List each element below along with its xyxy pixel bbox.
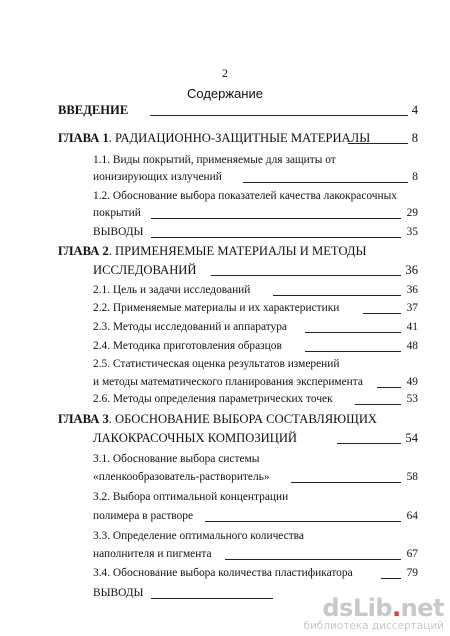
chapter-label: ГЛАВА 2	[58, 244, 109, 258]
watermark-subtitle: библиотека диссертаций	[303, 620, 444, 632]
toc-entry-2-6[interactable]	[93, 392, 418, 407]
toc-entry-chapter-3-line-1[interactable]	[58, 412, 418, 427]
toc-entry-chapter-3-line-2[interactable]	[93, 431, 418, 446]
toc-entry-3-2-line-1[interactable]	[93, 490, 418, 505]
watermark-logo: dsLib.net	[322, 594, 444, 622]
chapter-label: ГЛАВА 1	[58, 131, 109, 145]
toc-entry-text: ионизирующих излучений	[93, 171, 222, 183]
chapter-title: . ОБОСНОВАНИЕ ВЫБОРА СОСТАВЛЯЮЩИХ	[108, 412, 378, 426]
toc-entry-3-1-line-1[interactable]	[93, 452, 418, 467]
toc-entry-3-3-line-1[interactable]	[93, 529, 418, 544]
toc-page-number: 8	[411, 131, 418, 145]
toc-entry-2-1[interactable]	[93, 283, 418, 298]
toc-page-number: 37	[406, 302, 418, 314]
toc-entry-1-1-line-2[interactable]	[93, 170, 418, 185]
toc-entry-2-2[interactable]	[93, 301, 418, 316]
toc-entry-text: 1.1. Виды покрытий, применяемые для защиты от	[93, 154, 336, 166]
leader-line	[337, 443, 401, 444]
toc-entry-chapter-1[interactable]	[58, 131, 418, 146]
toc-page-number: 36	[405, 263, 418, 277]
toc-entry-chapter-2-line-2[interactable]	[93, 263, 418, 278]
toc-entry-text: 3.2. Выбора оптимальной концентрации	[93, 491, 289, 503]
leader-line	[205, 521, 401, 522]
toc-entry-text: 3.1. Обоснование выбора системы	[93, 453, 260, 465]
toc-page-number: 79	[406, 567, 418, 579]
toc-entry-text: ВЫВОДЫ	[93, 587, 144, 599]
toc-entry-3-1-line-2[interactable]	[93, 470, 418, 485]
leader-line	[273, 295, 401, 296]
chapter-title: . РАДИАЦИОННО-ЗАЩИТНЫЕ МАТЕРИАЛЫ	[108, 131, 371, 145]
leader-line	[377, 387, 401, 388]
toc-entry-3-3-line-2[interactable]	[93, 547, 418, 562]
toc-entry-text: ИССЛЕДОВАНИЙ	[93, 263, 197, 277]
toc-entry-text: полимера в растворе	[93, 510, 194, 522]
toc-entry-text: покрытий	[93, 207, 141, 219]
toc-page-number: 8	[412, 171, 418, 183]
toc-entry-2-5-line-1[interactable]	[93, 357, 418, 372]
leader-line	[150, 115, 408, 116]
leader-line	[305, 351, 401, 352]
leader-line	[151, 237, 401, 238]
leader-line	[305, 332, 401, 333]
toc-entry-label: ВВЕДЕНИЕ	[58, 103, 129, 117]
toc-entry-1-2-line-1[interactable]	[93, 189, 418, 204]
toc-entry-text: «пленкообразователь-растворитель»	[93, 471, 270, 483]
toc-entry-text: 2.3. Методы исследований и аппаратура	[93, 321, 287, 333]
toc-entry-2-4[interactable]	[93, 339, 418, 354]
toc-entry-text: 3.4. Обоснование выбора количества пластификатора	[93, 567, 353, 579]
toc-entry-text: 2.6. Методы определения параметрических точек	[93, 393, 333, 405]
chapter-label: ГЛАВА 3	[58, 412, 109, 426]
toc-entry-text: 3.3. Определение оптимального количества	[93, 530, 304, 542]
toc-page-number: 29	[406, 207, 418, 219]
toc-entry-text: и методы математического планирования эксперимента	[93, 376, 363, 388]
toc-entry-2-5-line-2[interactable]	[93, 375, 418, 390]
toc-page-number: 64	[406, 510, 418, 522]
leader-line	[381, 578, 401, 579]
toc-entry-3-2-line-2[interactable]	[93, 509, 418, 524]
toc-page-number: 48	[406, 340, 418, 352]
toc-entry-text: 2.2. Применяемые материалы и их характеристики	[93, 302, 340, 314]
leader-line	[348, 143, 408, 144]
toc-page-number: 54	[405, 431, 418, 445]
toc-page-number: 58	[406, 471, 418, 483]
chapter-title: . ПРИМЕНЯЕМЫЕ МАТЕРИАЛЫ И МЕТОДЫ	[108, 244, 367, 258]
toc-entry-1-2-line-2[interactable]	[93, 206, 418, 221]
toc-page-number: 35	[406, 226, 418, 238]
toc-entry-text: 2.1. Цель и задачи исследований	[93, 284, 251, 296]
toc-entry-2-3[interactable]	[93, 320, 418, 335]
toc-page-number: 4	[411, 103, 418, 117]
leader-line	[291, 482, 401, 483]
toc-entry-text: 2.5. Статистическая оценка результатов измерений	[93, 358, 340, 370]
watermark	[303, 596, 444, 632]
leader-line	[363, 313, 401, 314]
toc-entry-intro[interactable]	[58, 103, 418, 118]
leader-line	[211, 275, 401, 276]
toc-entry-text: 1.2. Обоснование выбора показателей качества лакокрасочных	[93, 190, 397, 202]
toc-page-number: 53	[406, 393, 418, 405]
toc-entry-text: ЛАКОКРАСОЧНЫХ КОМПОЗИЦИЙ	[93, 431, 298, 445]
leader-line	[355, 404, 401, 405]
leader-line	[151, 218, 401, 219]
toc-page-number: 49	[406, 376, 418, 388]
leader-line	[151, 598, 273, 599]
toc-page-number: 36	[406, 284, 418, 296]
page-title: Содержание	[187, 86, 263, 101]
toc-entry-chapter-2-line-1[interactable]	[58, 244, 418, 259]
toc-entry-3-4[interactable]	[93, 566, 418, 581]
toc-entry-text: ВЫВОДЫ	[93, 226, 144, 238]
page-number: 2	[222, 66, 228, 80]
toc-entry-text: 2.4. Методика приготовления образцов	[93, 340, 282, 352]
leader-line	[243, 182, 408, 183]
toc-entry-conclusions-1[interactable]	[93, 225, 418, 240]
toc-entry-text: наполнителя и пигмента	[93, 548, 212, 560]
toc-page-number: 67	[406, 548, 418, 560]
leader-line	[225, 559, 401, 560]
toc-page-number: 41	[406, 321, 418, 333]
toc-entry-1-1-line-1[interactable]	[93, 153, 418, 168]
